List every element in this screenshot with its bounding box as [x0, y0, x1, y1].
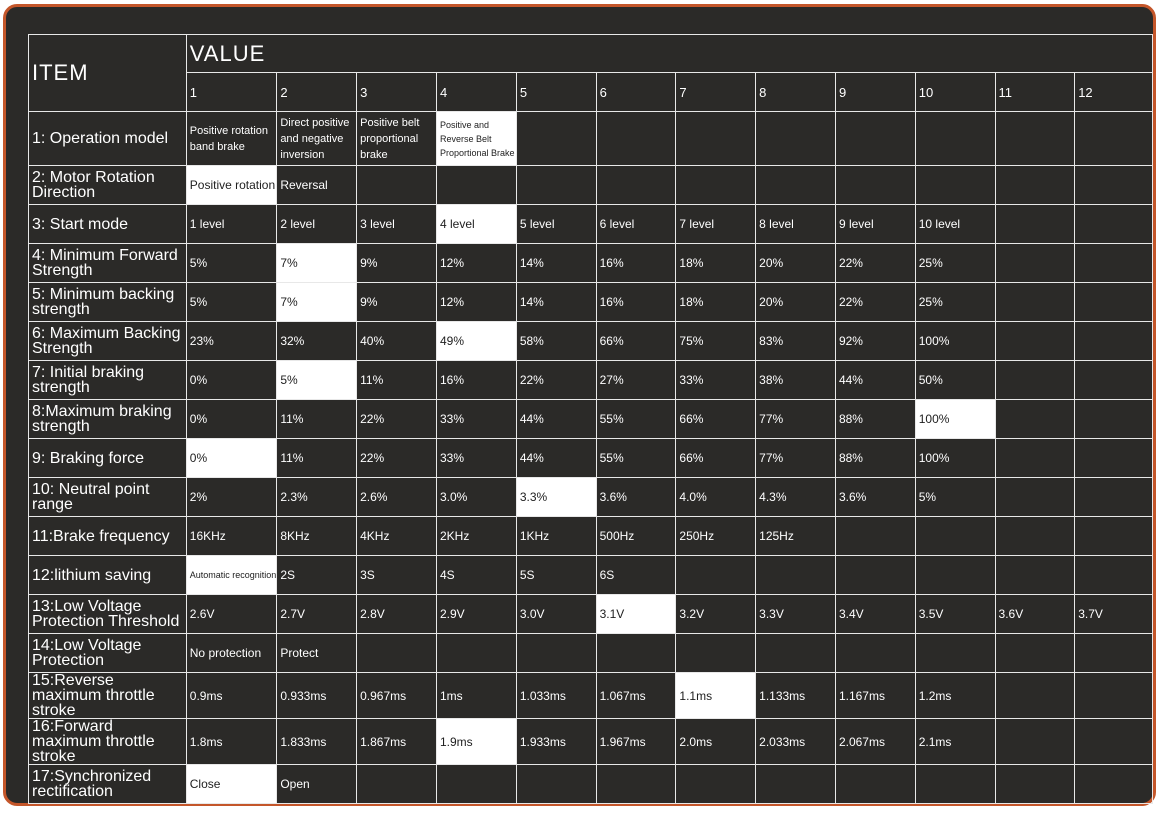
- option-cell[interactable]: 3 level: [357, 205, 437, 244]
- option-cell[interactable]: 33%: [437, 400, 517, 439]
- option-cell[interactable]: 3.3%: [516, 478, 596, 517]
- column-number-2: 2: [277, 73, 357, 112]
- option-cell[interactable]: 58%: [516, 322, 596, 361]
- option-cell[interactable]: 22%: [357, 439, 437, 478]
- option-cell[interactable]: 3.6V: [995, 595, 1075, 634]
- empty-cell: [516, 765, 596, 804]
- empty-cell: [516, 166, 596, 205]
- table-row: [29, 166, 1153, 205]
- table-row: [29, 478, 1153, 517]
- option-cell[interactable]: 16KHz: [186, 517, 277, 556]
- option-cell[interactable]: 0.933ms: [277, 673, 357, 719]
- empty-cell: [995, 719, 1075, 765]
- empty-cell: [1075, 673, 1153, 719]
- empty-cell: [1075, 478, 1153, 517]
- option-cell[interactable]: 22%: [357, 400, 437, 439]
- empty-cell: [995, 361, 1075, 400]
- empty-cell: [357, 765, 437, 804]
- row-label: 11:Brake frequency: [29, 517, 187, 556]
- empty-cell: [1075, 166, 1153, 205]
- empty-cell: [1075, 719, 1153, 765]
- option-cell[interactable]: 4 level: [437, 205, 517, 244]
- programming-card: [3, 4, 1156, 806]
- option-cell[interactable]: 3.4V: [835, 595, 915, 634]
- option-cell[interactable]: Positive and Reverse Belt Proportional Brake: [437, 112, 517, 166]
- column-number-7: 7: [676, 73, 756, 112]
- option-cell[interactable]: 0%: [186, 361, 277, 400]
- option-cell[interactable]: 33%: [437, 439, 517, 478]
- empty-cell: [596, 634, 676, 673]
- option-cell[interactable]: 4.3%: [756, 478, 836, 517]
- empty-cell: [516, 112, 596, 166]
- option-cell[interactable]: 1KHz: [516, 517, 596, 556]
- empty-cell: [915, 517, 995, 556]
- option-cell[interactable]: 1.067ms: [596, 673, 676, 719]
- option-cell[interactable]: 1.1ms: [676, 673, 756, 719]
- option-cell[interactable]: 0%: [186, 439, 277, 478]
- option-cell[interactable]: 5 level: [516, 205, 596, 244]
- option-cell[interactable]: 1.933ms: [516, 719, 596, 765]
- option-cell[interactable]: 3.6%: [596, 478, 676, 517]
- table-row: [29, 283, 1153, 322]
- option-cell[interactable]: 9 level: [835, 205, 915, 244]
- empty-cell: [1075, 361, 1153, 400]
- option-cell[interactable]: 22%: [835, 244, 915, 283]
- row-label: 5: Minimum backing strength: [29, 283, 187, 322]
- column-number-6: 6: [596, 73, 676, 112]
- empty-cell: [915, 166, 995, 205]
- empty-cell: [676, 634, 756, 673]
- option-cell[interactable]: 5%: [186, 244, 277, 283]
- table-row: [29, 400, 1153, 439]
- option-cell[interactable]: 44%: [835, 361, 915, 400]
- empty-cell: [1075, 244, 1153, 283]
- option-cell[interactable]: No protection: [186, 634, 277, 673]
- option-cell[interactable]: 3S: [357, 556, 437, 595]
- empty-cell: [915, 765, 995, 804]
- column-number-9: 9: [835, 73, 915, 112]
- option-cell[interactable]: 20%: [756, 244, 836, 283]
- empty-cell: [437, 765, 517, 804]
- option-cell[interactable]: 20%: [756, 283, 836, 322]
- empty-cell: [995, 400, 1075, 439]
- empty-cell: [756, 166, 836, 205]
- option-cell[interactable]: 44%: [516, 400, 596, 439]
- option-cell[interactable]: 2S: [277, 556, 357, 595]
- option-cell[interactable]: 1.167ms: [835, 673, 915, 719]
- option-cell[interactable]: 22%: [835, 283, 915, 322]
- option-cell[interactable]: 100%: [915, 322, 995, 361]
- programming-table: [28, 34, 1153, 804]
- table-row: [29, 244, 1153, 283]
- empty-cell: [437, 166, 517, 205]
- row-label: 4: Minimum Forward Strength: [29, 244, 187, 283]
- option-cell[interactable]: 49%: [437, 322, 517, 361]
- row-label: 7: Initial braking strength: [29, 361, 187, 400]
- empty-cell: [1075, 439, 1153, 478]
- option-cell[interactable]: 16%: [596, 244, 676, 283]
- table-row: [29, 322, 1153, 361]
- option-cell[interactable]: 2.3%: [277, 478, 357, 517]
- empty-cell: [357, 634, 437, 673]
- option-cell[interactable]: 10 level: [915, 205, 995, 244]
- table-row: [29, 361, 1153, 400]
- option-cell[interactable]: 4.0%: [676, 478, 756, 517]
- empty-cell: [995, 556, 1075, 595]
- option-cell[interactable]: 2.1ms: [915, 719, 995, 765]
- option-cell[interactable]: 2.9V: [437, 595, 517, 634]
- empty-cell: [1075, 400, 1153, 439]
- empty-cell: [1075, 634, 1153, 673]
- option-cell[interactable]: 14%: [516, 283, 596, 322]
- column-number-3: 3: [357, 73, 437, 112]
- empty-cell: [995, 765, 1075, 804]
- option-cell[interactable]: 88%: [835, 439, 915, 478]
- empty-cell: [995, 322, 1075, 361]
- empty-cell: [1075, 283, 1153, 322]
- option-cell[interactable]: 2.033ms: [756, 719, 836, 765]
- option-cell[interactable]: 12%: [437, 244, 517, 283]
- empty-cell: [995, 166, 1075, 205]
- option-cell[interactable]: 3.1V: [596, 595, 676, 634]
- empty-cell: [835, 634, 915, 673]
- option-cell[interactable]: 75%: [676, 322, 756, 361]
- empty-cell: [756, 112, 836, 166]
- empty-cell: [835, 166, 915, 205]
- empty-cell: [835, 556, 915, 595]
- option-cell[interactable]: 1ms: [437, 673, 517, 719]
- option-cell[interactable]: 83%: [756, 322, 836, 361]
- table-row: [29, 719, 1153, 765]
- column-number-4: 4: [437, 73, 517, 112]
- option-cell[interactable]: 1.967ms: [596, 719, 676, 765]
- column-number-1: 1: [186, 73, 277, 112]
- empty-cell: [756, 634, 836, 673]
- empty-cell: [516, 634, 596, 673]
- option-cell[interactable]: 8KHz: [277, 517, 357, 556]
- option-cell[interactable]: 2.6%: [357, 478, 437, 517]
- empty-cell: [676, 166, 756, 205]
- empty-cell: [756, 765, 836, 804]
- empty-cell: [995, 205, 1075, 244]
- option-cell[interactable]: 5S: [516, 556, 596, 595]
- option-cell[interactable]: 2%: [186, 478, 277, 517]
- option-cell[interactable]: 5%: [186, 283, 277, 322]
- option-cell[interactable]: 55%: [596, 439, 676, 478]
- empty-cell: [596, 166, 676, 205]
- empty-cell: [995, 478, 1075, 517]
- empty-cell: [995, 634, 1075, 673]
- empty-cell: [1075, 517, 1153, 556]
- option-cell[interactable]: 3.7V: [1075, 595, 1153, 634]
- option-cell[interactable]: 92%: [835, 322, 915, 361]
- row-label: 9: Braking force: [29, 439, 187, 478]
- empty-cell: [676, 112, 756, 166]
- option-cell[interactable]: 55%: [596, 400, 676, 439]
- option-cell[interactable]: 0.967ms: [357, 673, 437, 719]
- option-cell[interactable]: 125Hz: [756, 517, 836, 556]
- table-row: [29, 595, 1153, 634]
- option-cell[interactable]: Reversal: [277, 166, 357, 205]
- option-cell[interactable]: Direct positive and negative inversion: [277, 112, 357, 166]
- option-cell[interactable]: 23%: [186, 322, 277, 361]
- option-cell[interactable]: 1.8ms: [186, 719, 277, 765]
- empty-cell: [995, 673, 1075, 719]
- option-cell[interactable]: Positive rotation: [186, 166, 277, 205]
- empty-cell: [756, 556, 836, 595]
- option-cell[interactable]: 2.6V: [186, 595, 277, 634]
- option-cell[interactable]: 9%: [357, 283, 437, 322]
- empty-cell: [995, 283, 1075, 322]
- option-cell[interactable]: 18%: [676, 283, 756, 322]
- item-header: ITEM: [29, 35, 187, 112]
- option-cell[interactable]: 0.9ms: [186, 673, 277, 719]
- option-cell[interactable]: Positive belt proportional brake: [357, 112, 437, 166]
- empty-cell: [995, 517, 1075, 556]
- option-cell[interactable]: 1.133ms: [756, 673, 836, 719]
- option-cell[interactable]: 66%: [676, 439, 756, 478]
- option-cell[interactable]: 250Hz: [676, 517, 756, 556]
- option-cell[interactable]: 7%: [277, 244, 357, 283]
- option-cell[interactable]: 3.2V: [676, 595, 756, 634]
- column-number-10: 10: [915, 73, 995, 112]
- option-cell[interactable]: 0%: [186, 400, 277, 439]
- empty-cell: [676, 556, 756, 595]
- option-cell[interactable]: 2.7V: [277, 595, 357, 634]
- row-label: 8:Maximum braking strength: [29, 400, 187, 439]
- option-cell[interactable]: 2.0ms: [676, 719, 756, 765]
- option-cell[interactable]: 2KHz: [437, 517, 517, 556]
- option-cell[interactable]: 2.067ms: [835, 719, 915, 765]
- value-header: VALUE: [186, 35, 1152, 73]
- option-cell[interactable]: 3.6%: [835, 478, 915, 517]
- option-cell[interactable]: 8 level: [756, 205, 836, 244]
- option-cell[interactable]: 18%: [676, 244, 756, 283]
- empty-cell: [1075, 556, 1153, 595]
- option-cell[interactable]: 2.8V: [357, 595, 437, 634]
- option-cell[interactable]: 100%: [915, 400, 995, 439]
- empty-cell: [1075, 112, 1153, 166]
- option-cell[interactable]: 3.0V: [516, 595, 596, 634]
- option-cell[interactable]: 500Hz: [596, 517, 676, 556]
- option-cell[interactable]: 32%: [277, 322, 357, 361]
- empty-cell: [1075, 322, 1153, 361]
- empty-cell: [835, 765, 915, 804]
- row-label: 6: Maximum Backing Strength: [29, 322, 187, 361]
- empty-cell: [1075, 205, 1153, 244]
- option-cell[interactable]: 50%: [915, 361, 995, 400]
- option-cell[interactable]: 2 level: [277, 205, 357, 244]
- option-cell[interactable]: 11%: [277, 400, 357, 439]
- empty-cell: [915, 112, 995, 166]
- empty-cell: [995, 244, 1075, 283]
- row-label: 17:Synchronized rectification: [29, 765, 187, 804]
- empty-cell: [915, 634, 995, 673]
- row-label: 1: Operation model: [29, 112, 187, 166]
- empty-cell: [995, 439, 1075, 478]
- option-cell[interactable]: 4KHz: [357, 517, 437, 556]
- option-cell[interactable]: Positive rotation band brake: [186, 112, 277, 166]
- row-label: 13:Low Voltage Protection Threshold: [29, 595, 187, 634]
- option-cell[interactable]: 1.2ms: [915, 673, 995, 719]
- option-cell[interactable]: 6 level: [596, 205, 676, 244]
- option-cell[interactable]: 16%: [596, 283, 676, 322]
- option-cell[interactable]: 25%: [915, 283, 995, 322]
- column-number-12: 12: [1075, 73, 1153, 112]
- option-cell[interactable]: 11%: [357, 361, 437, 400]
- column-number-8: 8: [756, 73, 836, 112]
- empty-cell: [915, 556, 995, 595]
- option-cell[interactable]: 1.833ms: [277, 719, 357, 765]
- option-cell[interactable]: 38%: [756, 361, 836, 400]
- option-cell[interactable]: 88%: [835, 400, 915, 439]
- empty-cell: [676, 765, 756, 804]
- option-cell[interactable]: 33%: [676, 361, 756, 400]
- empty-cell: [357, 166, 437, 205]
- option-cell[interactable]: 66%: [676, 400, 756, 439]
- option-cell[interactable]: 77%: [756, 400, 836, 439]
- table-row: [29, 205, 1153, 244]
- option-cell[interactable]: 5%: [915, 478, 995, 517]
- row-label: 12:lithium saving: [29, 556, 187, 595]
- table-row: [29, 517, 1153, 556]
- option-cell[interactable]: 7%: [277, 283, 357, 322]
- option-cell[interactable]: 1.033ms: [516, 673, 596, 719]
- option-cell[interactable]: Open: [277, 765, 357, 804]
- row-label: 16:Forward maximum throttle stroke: [29, 719, 187, 765]
- option-cell[interactable]: 14%: [516, 244, 596, 283]
- column-number-5: 5: [516, 73, 596, 112]
- option-cell[interactable]: 66%: [596, 322, 676, 361]
- table-row: [29, 112, 1153, 166]
- option-cell[interactable]: 27%: [596, 361, 676, 400]
- option-cell[interactable]: 12%: [437, 283, 517, 322]
- option-cell[interactable]: 5%: [277, 361, 357, 400]
- option-cell[interactable]: 3.5V: [915, 595, 995, 634]
- option-cell[interactable]: 25%: [915, 244, 995, 283]
- option-cell[interactable]: Protect: [277, 634, 357, 673]
- row-label: 14:Low Voltage Protection: [29, 634, 187, 673]
- table-row: [29, 673, 1153, 719]
- option-cell[interactable]: 1.867ms: [357, 719, 437, 765]
- empty-cell: [437, 634, 517, 673]
- option-cell[interactable]: 3.3V: [756, 595, 836, 634]
- option-cell[interactable]: 77%: [756, 439, 836, 478]
- row-label: 2: Motor Rotation Direction: [29, 166, 187, 205]
- empty-cell: [1075, 765, 1153, 804]
- option-cell[interactable]: 3.0%: [437, 478, 517, 517]
- option-cell[interactable]: 22%: [516, 361, 596, 400]
- table-row: [29, 634, 1153, 673]
- table-row: [29, 439, 1153, 478]
- row-label: 10: Neutral point range: [29, 478, 187, 517]
- option-cell[interactable]: 1 level: [186, 205, 277, 244]
- empty-cell: [596, 112, 676, 166]
- table-row: [29, 765, 1153, 804]
- row-label: 3: Start mode: [29, 205, 187, 244]
- row-label: 15:Reverse maximum throttle stroke: [29, 673, 187, 719]
- option-cell[interactable]: 7 level: [676, 205, 756, 244]
- option-cell[interactable]: 16%: [437, 361, 517, 400]
- option-cell[interactable]: 9%: [357, 244, 437, 283]
- option-cell[interactable]: 40%: [357, 322, 437, 361]
- option-cell[interactable]: 1.9ms: [437, 719, 517, 765]
- empty-cell: [596, 765, 676, 804]
- option-cell[interactable]: 44%: [516, 439, 596, 478]
- option-cell[interactable]: Automatic recognition: [186, 556, 277, 595]
- table-row: [29, 556, 1153, 595]
- empty-cell: [835, 112, 915, 166]
- empty-cell: [995, 112, 1075, 166]
- option-cell[interactable]: Close: [186, 765, 277, 804]
- option-cell[interactable]: 6S: [596, 556, 676, 595]
- column-number-11: 11: [995, 73, 1075, 112]
- option-cell[interactable]: 11%: [277, 439, 357, 478]
- option-cell[interactable]: 100%: [915, 439, 995, 478]
- option-cell[interactable]: 4S: [437, 556, 517, 595]
- empty-cell: [835, 517, 915, 556]
